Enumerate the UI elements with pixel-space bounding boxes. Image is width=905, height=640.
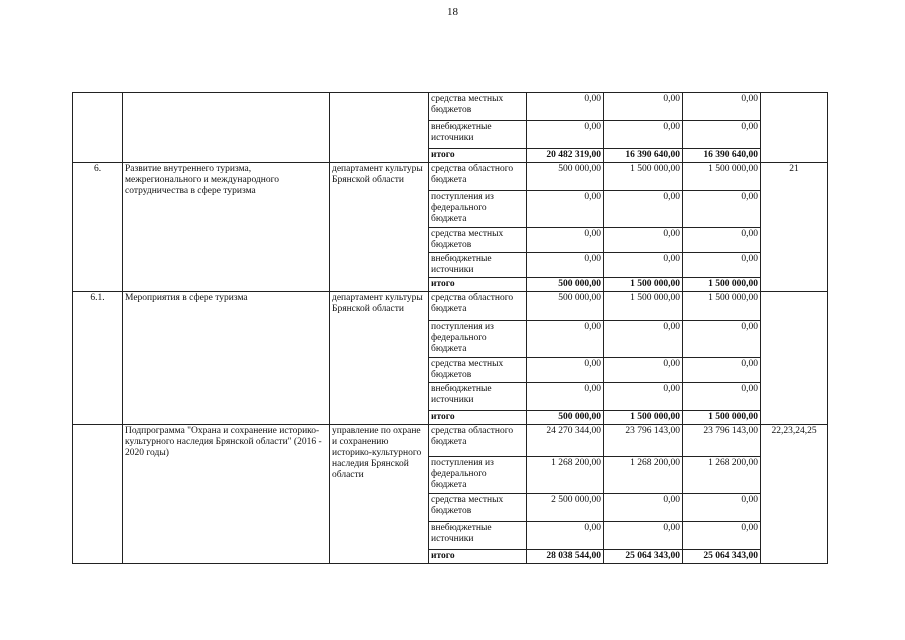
funding-source: средства местных бюджетов <box>429 228 527 253</box>
target-indicators: 21 <box>761 163 828 292</box>
amount-v1: 0,00 <box>527 358 604 383</box>
row-index: 6. <box>73 163 123 292</box>
amount-v2: 16 390 640,00 <box>604 149 683 163</box>
amount-v1: 2 500 000,00 <box>527 494 604 522</box>
amount-v1: 500 000,00 <box>527 278 604 292</box>
amount-v2: 0,00 <box>604 191 683 228</box>
amount-v3: 0,00 <box>683 358 761 383</box>
amount-v1: 0,00 <box>527 321 604 358</box>
amount-v1: 0,00 <box>527 93 604 121</box>
amount-v2: 0,00 <box>604 494 683 522</box>
amount-v2: 1 268 200,00 <box>604 457 683 494</box>
amount-v1: 500 000,00 <box>527 411 604 425</box>
measure-name <box>123 93 330 163</box>
amount-v3: 0,00 <box>683 321 761 358</box>
funding-source: поступления из федерального бюджета <box>429 321 527 358</box>
funding-source: средства областного бюджета <box>429 163 527 191</box>
funding-source: внебюджетные источники <box>429 253 527 278</box>
funding-source: итого <box>429 149 527 163</box>
amount-v2: 23 796 143,00 <box>604 425 683 457</box>
funding-source: внебюджетные источники <box>429 121 527 149</box>
funding-source: поступления из федерального бюджета <box>429 457 527 494</box>
funding-source: средства областного бюджета <box>429 292 527 321</box>
amount-v3: 16 390 640,00 <box>683 149 761 163</box>
amount-v2: 1 500 000,00 <box>604 163 683 191</box>
amount-v3: 1 500 000,00 <box>683 163 761 191</box>
amount-v3: 25 064 343,00 <box>683 550 761 564</box>
amount-v1: 0,00 <box>527 228 604 253</box>
amount-v3: 0,00 <box>683 522 761 550</box>
funding-source: итого <box>429 550 527 564</box>
budget-table-body <box>73 93 828 564</box>
table-row <box>73 425 828 457</box>
amount-v3: 0,00 <box>683 228 761 253</box>
amount-v2: 0,00 <box>604 253 683 278</box>
amount-v2: 25 064 343,00 <box>604 550 683 564</box>
amount-v2: 0,00 <box>604 93 683 121</box>
amount-v1: 500 000,00 <box>527 292 604 321</box>
measure-name: Мероприятия в сфере туризма <box>123 292 330 425</box>
row-index: 6.1. <box>73 292 123 425</box>
executor: управление по охране и сохранению историко-культурного наследия Брянской области <box>330 425 429 564</box>
page-number: 18 <box>447 6 458 18</box>
amount-v3: 1 500 000,00 <box>683 292 761 321</box>
amount-v1: 0,00 <box>527 191 604 228</box>
executor: департамент культуры Брянской области <box>330 292 429 425</box>
amount-v3: 1 500 000,00 <box>683 278 761 292</box>
amount-v3: 0,00 <box>683 121 761 149</box>
amount-v2: 1 500 000,00 <box>604 292 683 321</box>
funding-source: средства местных бюджетов <box>429 358 527 383</box>
amount-v3: 0,00 <box>683 93 761 121</box>
amount-v1: 0,00 <box>527 383 604 411</box>
amount-v2: 0,00 <box>604 228 683 253</box>
measure-name: Развитие внутреннего туризма, межрегионального и международного сотрудничества в сфере туризма <box>123 163 330 292</box>
amount-v2: 1 500 000,00 <box>604 278 683 292</box>
amount-v1: 20 482 319,00 <box>527 149 604 163</box>
amount-v2: 0,00 <box>604 121 683 149</box>
row-index <box>73 93 123 163</box>
amount-v1: 1 268 200,00 <box>527 457 604 494</box>
funding-source: средства местных бюджетов <box>429 494 527 522</box>
funding-source: внебюджетные источники <box>429 383 527 411</box>
amount-v1: 500 000,00 <box>527 163 604 191</box>
amount-v1: 28 038 544,00 <box>527 550 604 564</box>
target-indicators <box>761 93 828 163</box>
funding-source: средства областного бюджета <box>429 425 527 457</box>
executor: департамент культуры Брянской области <box>330 163 429 292</box>
target-indicators <box>761 292 828 425</box>
budget-table <box>72 92 828 564</box>
funding-source: средства местных бюджетов <box>429 93 527 121</box>
funding-source: итого <box>429 278 527 292</box>
amount-v1: 24 270 344,00 <box>527 425 604 457</box>
amount-v1: 0,00 <box>527 522 604 550</box>
amount-v2: 1 500 000,00 <box>604 411 683 425</box>
row-index <box>73 425 123 564</box>
amount-v3: 1 268 200,00 <box>683 457 761 494</box>
executor <box>330 93 429 163</box>
target-indicators: 22,23,24,25 <box>761 425 828 564</box>
amount-v3: 23 796 143,00 <box>683 425 761 457</box>
amount-v3: 0,00 <box>683 494 761 522</box>
amount-v3: 0,00 <box>683 253 761 278</box>
amount-v3: 0,00 <box>683 383 761 411</box>
table-row <box>73 93 828 121</box>
amount-v3: 0,00 <box>683 191 761 228</box>
amount-v1: 0,00 <box>527 253 604 278</box>
amount-v1: 0,00 <box>527 121 604 149</box>
funding-source: внебюджетные источники <box>429 522 527 550</box>
measure-name: Подпрограмма "Охрана и сохранение историко-культурного наследия Брянской области" (2016 - 2020 годы) <box>123 425 330 564</box>
table-row <box>73 292 828 321</box>
funding-source: итого <box>429 411 527 425</box>
amount-v2: 0,00 <box>604 383 683 411</box>
funding-source: поступления из федерального бюджета <box>429 191 527 228</box>
amount-v2: 0,00 <box>604 358 683 383</box>
table-row <box>73 163 828 191</box>
amount-v2: 0,00 <box>604 321 683 358</box>
amount-v3: 1 500 000,00 <box>683 411 761 425</box>
amount-v2: 0,00 <box>604 522 683 550</box>
